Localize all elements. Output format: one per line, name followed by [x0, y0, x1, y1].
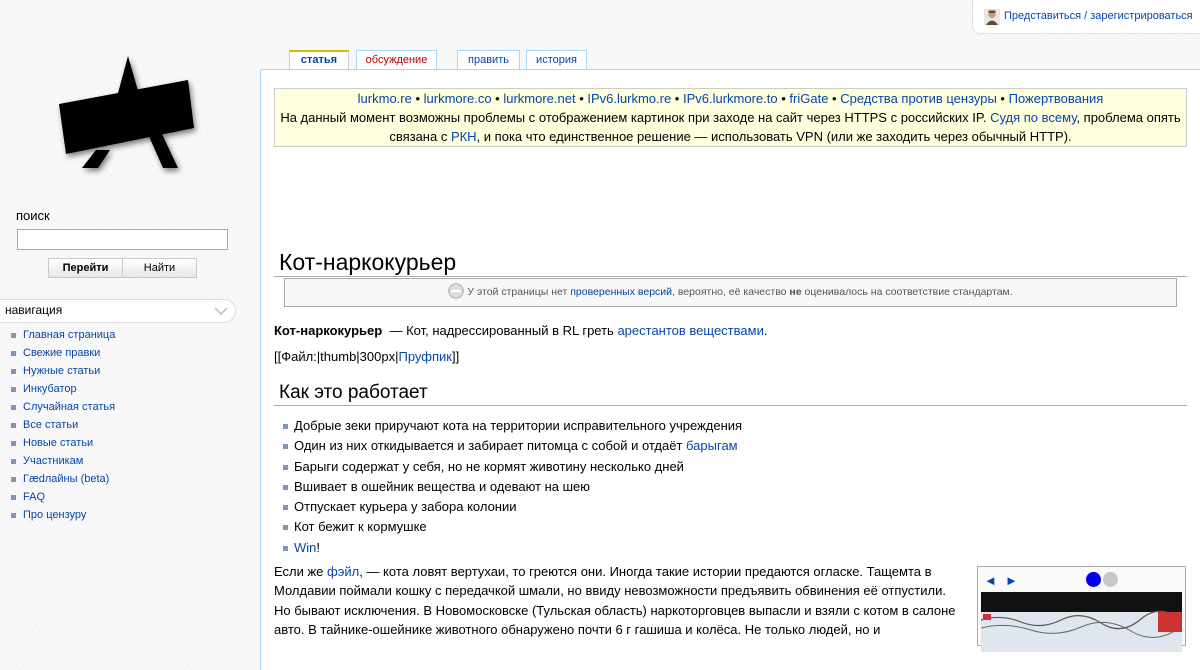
gallery-dot[interactable] — [1103, 572, 1118, 587]
list-item — [274, 416, 742, 436]
find-button[interactable]: Найти — [122, 258, 197, 278]
notice-line-3 — [275, 127, 1186, 146]
tab-history[interactable] — [526, 50, 587, 70]
bullet-icon — [11, 513, 16, 518]
file-line-link[interactable]: Пруфпик — [398, 349, 452, 364]
site-logo[interactable] — [40, 50, 210, 178]
sidebar-item[interactable] — [0, 507, 115, 525]
notice-link-apparently[interactable]: Судя по всему — [990, 110, 1077, 125]
bullet-icon — [11, 387, 16, 392]
mirror-link[interactable]: friGate — [789, 91, 829, 106]
sidebar-item[interactable] — [0, 417, 115, 435]
site-notice — [274, 88, 1187, 147]
sidebar-item[interactable] — [0, 453, 115, 471]
list-item-after: ! — [316, 539, 321, 555]
story-post: , — кота ловят вертухаи, то греются они. Иногда такие истории предаются огласке. Тащемта в Молдавии поймали кошку с передачкой шмали, но ввиду невозможности предъявить обвинения её отпустили. Но бывают исключения. В Новомосковске (Тульская область) наркоторговцев выпасли и взяли с котом в салоне авто. В тайнике-ошейнике животного обнаружено почти 6 г гашиша и колёса. Не только людей, но и — [274, 564, 956, 638]
navigation-list — [0, 327, 115, 525]
sidebar-item-label[interactable]: Новые статьи — [23, 437, 94, 449]
list-item — [274, 497, 742, 517]
separator-text: • — [411, 91, 424, 106]
sidebar-item-label[interactable]: Все статьи — [23, 419, 79, 431]
list-item-text: Добрые зеки приручают кота на территории исправительного учреждения — [294, 418, 743, 433]
intro-end: . — [763, 323, 768, 338]
sidebar-item-label[interactable]: Свежие правки — [23, 347, 101, 359]
mirror-link[interactable]: Пожертвования — [1008, 91, 1104, 106]
login-link[interactable]: Представиться / зарегистрироваться — [1004, 10, 1193, 22]
tab-talk-label[interactable]: обсуждение — [365, 54, 428, 66]
bullet-icon — [11, 495, 16, 500]
gallery-dot-active[interactable] — [1086, 572, 1101, 587]
sidebar-item[interactable] — [0, 327, 115, 345]
sidebar-item-label[interactable]: FAQ — [23, 491, 46, 503]
notice-text-post: , и пока что единственное решение — использовать VPN (или же заходить через обычный HTTP). — [476, 129, 1072, 144]
list-item-text: Барыги содержат у себя, но не кормят животину несколько дней — [294, 458, 684, 474]
tab-talk[interactable] — [356, 50, 437, 70]
search-title: поиск — [16, 208, 50, 223]
tab-edit-label[interactable]: править — [468, 54, 509, 66]
file-line-post: ]] — [451, 349, 460, 364]
intro-link[interactable]: арестантов веществами — [617, 323, 764, 338]
sidebar-item-label[interactable]: Случайная статья — [23, 401, 116, 413]
flagged-text-post: оценивалось на соответствие стандартам. — [801, 286, 1013, 298]
list-item-link[interactable]: барыгам — [686, 438, 738, 454]
story-paragraph — [274, 562, 964, 640]
intro-paragraph — [274, 321, 767, 340]
intro-term: Кот-наркокурьер — [274, 323, 383, 338]
flagged-text-mid: , вероятно, её качество — [672, 286, 790, 298]
flagged-text-pre: У этой страницы нет — [467, 286, 571, 298]
bullet-icon — [283, 444, 288, 449]
user-icon — [984, 9, 1000, 25]
notice-text-pre: связана с — [389, 129, 451, 144]
bullet-icon — [11, 369, 16, 374]
navigation-title: навигация — [5, 303, 63, 317]
list-item-text: Кот бежит к кормушке — [294, 519, 427, 535]
navigation-header[interactable] — [0, 299, 236, 323]
separator-text: • — [575, 91, 588, 106]
file-line-pre: [[Файл:|thumb|300px| — [274, 349, 399, 364]
separator-text: • — [996, 91, 1009, 106]
bullet-icon — [11, 423, 16, 428]
notice-text-tail: , проблема опять — [1076, 110, 1181, 125]
bullet-icon — [283, 525, 288, 530]
steps-list — [274, 416, 742, 558]
mirror-links — [275, 89, 1186, 108]
bullet-icon — [11, 441, 16, 446]
sidebar-item-label[interactable]: Участникам — [23, 455, 84, 467]
tab-history-label[interactable]: история — [536, 54, 577, 66]
bullet-icon — [11, 333, 16, 338]
list-item — [274, 457, 742, 477]
sidebar-item-label[interactable]: Инкубатор — [23, 383, 77, 395]
intro-text: — Кот, надрессированный в RL греть — [385, 323, 618, 338]
sidebar-item[interactable] — [0, 435, 115, 453]
separator-text: • — [828, 91, 841, 106]
notice-link-rkn[interactable]: РКН — [450, 129, 477, 144]
sidebar-item[interactable] — [0, 489, 115, 507]
search-input[interactable] — [17, 229, 228, 250]
tab-article-label[interactable]: статья — [300, 54, 338, 66]
separator-text: • — [777, 91, 790, 106]
story-pre: Если же — [274, 564, 328, 579]
gallery-image[interactable] — [981, 592, 1182, 652]
mirror-link[interactable]: lurkmore.net — [503, 91, 576, 106]
list-item-text: Один из них откидывается и забирает питомца с собой и отдаёт — [294, 438, 687, 454]
image-gallery — [977, 566, 1186, 646]
sidebar-item-label[interactable]: Про цензуру — [23, 509, 87, 521]
sidebar-item[interactable] — [0, 399, 115, 417]
tab-article[interactable] — [289, 50, 349, 70]
sidebar-item[interactable] — [0, 471, 115, 489]
sidebar-item-label[interactable]: Гædлайны (beta) — [23, 473, 110, 485]
bullet-icon — [11, 405, 16, 410]
bullet-icon — [283, 424, 288, 429]
list-item-text: Отпускает курьера у забора колонии — [294, 499, 517, 515]
flagged-revs-notice — [284, 278, 1177, 307]
sidebar-item-label[interactable]: Нужные статьи — [23, 365, 101, 377]
mirror-link[interactable]: IPv6.lurkmore.to — [682, 91, 778, 106]
barbed-wire-photo — [981, 592, 1182, 652]
page-title: Кот-наркокурьер — [274, 248, 1187, 277]
chevron-down-icon — [214, 306, 228, 316]
sidebar-item-label[interactable]: Главная страница — [23, 329, 116, 341]
flagged-link[interactable]: проверенных версий — [570, 286, 673, 298]
file-markup-line — [274, 347, 459, 366]
gallery-next-button[interactable]: ► — [1005, 573, 1018, 588]
mirror-link[interactable]: IPv6.lurkmo.re — [587, 91, 672, 106]
mirror-link[interactable]: lurkmo.re — [357, 91, 412, 106]
bullet-icon — [283, 546, 288, 551]
separator-text: • — [671, 91, 683, 106]
sidebar-item[interactable] — [0, 381, 115, 399]
list-item-text: Вшивает в ошейник вещества и одевают на шею — [294, 478, 591, 494]
list-item — [274, 517, 742, 537]
personal-bar — [972, 0, 1200, 34]
go-button[interactable]: Перейти — [48, 258, 122, 278]
section-heading: Как это работает — [274, 381, 1187, 406]
list-item — [274, 436, 742, 456]
bullet-icon — [11, 351, 16, 356]
notice-line-2 — [275, 108, 1186, 127]
separator-text: • — [491, 91, 504, 106]
bullet-icon — [283, 465, 288, 470]
sidebar-item[interactable] — [0, 345, 115, 363]
list-item-link[interactable]: Win — [294, 539, 317, 555]
bullet-icon — [11, 477, 16, 482]
list-item — [274, 538, 742, 558]
list-item — [274, 477, 742, 497]
flagged-text-bold: не — [789, 286, 802, 298]
tab-edit[interactable] — [457, 50, 520, 70]
bullet-icon — [283, 485, 288, 490]
story-link[interactable]: фэйл — [327, 564, 360, 579]
mirror-link[interactable]: lurkmore.co — [423, 91, 492, 106]
bullet-icon — [11, 459, 16, 464]
bullet-icon — [283, 505, 288, 510]
sidebar-item[interactable] — [0, 363, 115, 381]
notice-text: На данный момент возможны проблемы с отображением картинок при заходе на сайт через HTTPS с российских IP. — [280, 110, 991, 125]
mirror-link[interactable]: Средства против цензуры — [840, 91, 997, 106]
no-entry-icon — [448, 283, 464, 299]
gallery-prev-button[interactable]: ◄ — [984, 573, 997, 588]
